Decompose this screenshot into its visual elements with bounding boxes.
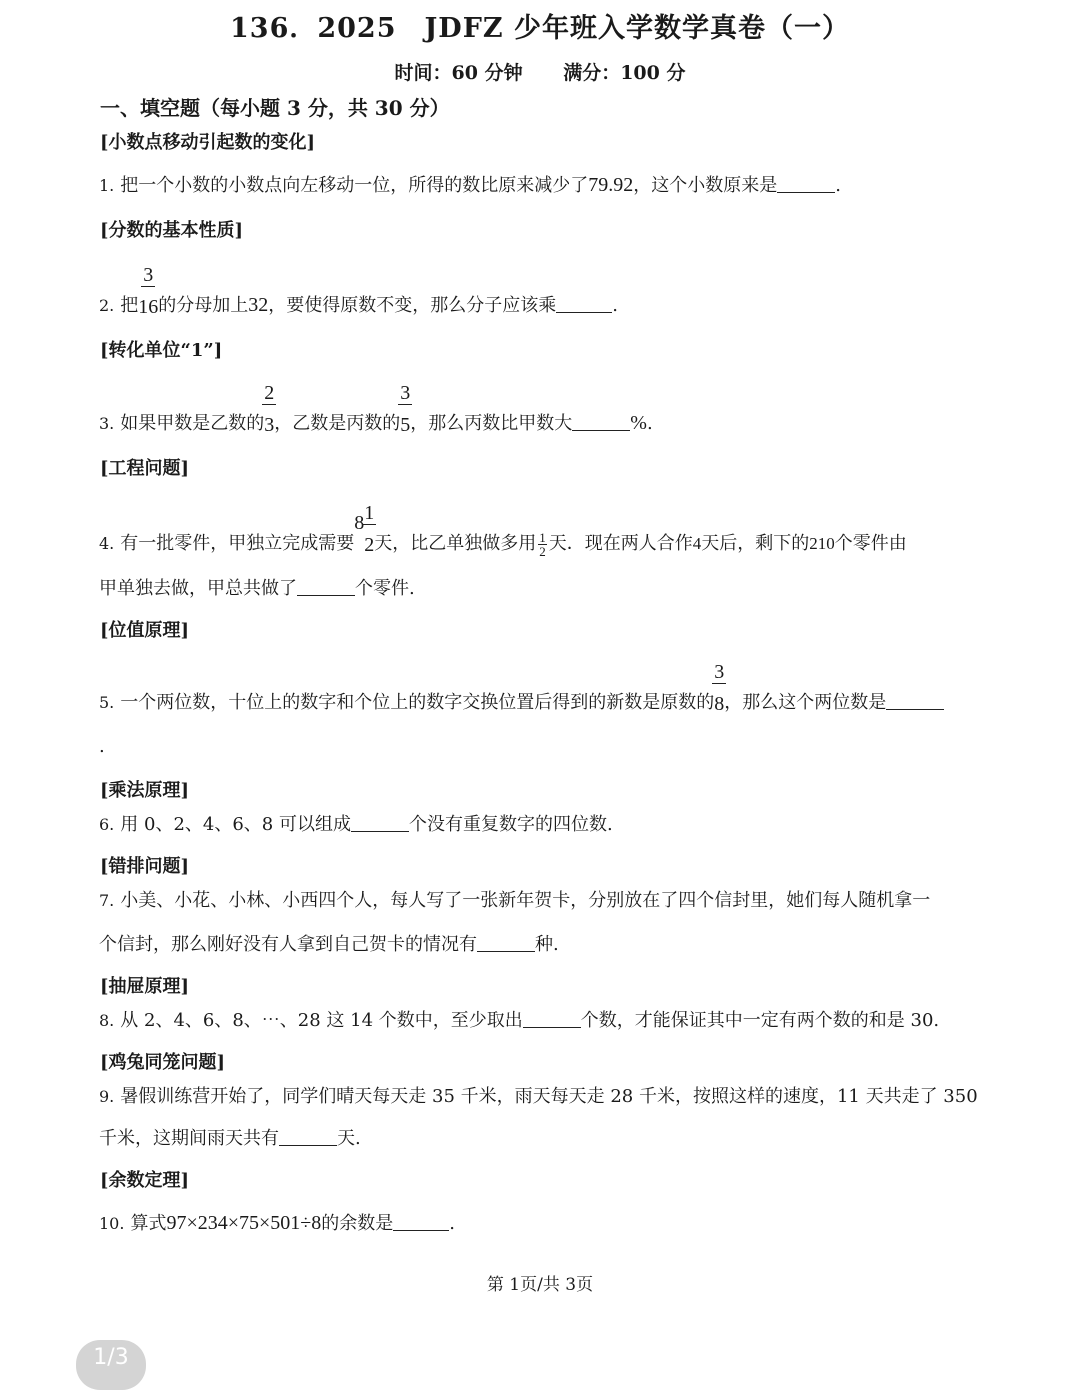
question-7 (99, 888, 984, 914)
answer-blank[interactable] (572, 412, 630, 431)
math-expression: 97×234×75×501÷8 (166, 1212, 322, 1234)
topic-label: [小数点移动引起数的变化] (100, 132, 316, 153)
question-text: ，那么丙数比甲数大 (410, 413, 573, 434)
question-text: . (449, 1213, 456, 1234)
question-7-line-2 (99, 932, 984, 958)
question-text: 甲单独去做，甲总共做了 (99, 578, 297, 599)
exam-info (0, 58, 1080, 85)
question-text: 个数，才能保证其中一定有两个数的和是 30. (580, 1010, 940, 1031)
topic-label: [乘法原理] (100, 780, 190, 801)
fraction-denominator: 5 (400, 414, 411, 436)
question-text: . (646, 413, 653, 434)
question-number: 6. (99, 815, 115, 834)
question-6 (99, 812, 984, 838)
question-text: 暑假训练营开始了，同学们晴天每天走 35 千米，雨天每天走 28 千米，按照这样的速度，11 天共走了 350 (120, 1086, 978, 1107)
question-text: ，这个小数原来是 (633, 175, 778, 196)
question-text: 小美、小花、小林、小西四个人，每人写了一张新年贺卡，分别放在了四个信封里，她们每人随机拿一 (120, 890, 931, 911)
fraction-numerator: 1 (364, 502, 375, 524)
question-text: 把一个小数的小数点向左移动一位，所得的数比原来减少了 (120, 175, 589, 196)
answer-blank[interactable] (886, 691, 944, 710)
math-value: 4 (692, 534, 702, 553)
question-2 (99, 264, 984, 320)
question-9 (99, 1084, 984, 1110)
fraction-numerator: 2 (264, 382, 275, 404)
question-number: 8. (99, 1011, 115, 1030)
answer-blank[interactable] (279, 1127, 337, 1146)
question-text: 个零件. (355, 578, 415, 599)
math-value: 32 (248, 294, 269, 316)
exam-score: 满分：100 分 (563, 62, 686, 84)
question-text: ，那么这个两位数是 (724, 692, 887, 713)
fraction-denominator: 2 (539, 543, 546, 559)
answer-blank[interactable] (777, 174, 835, 193)
fraction-numerator: 3 (400, 382, 411, 404)
question-text: 用 0、2、4、6、8 可以组成 (120, 814, 351, 835)
question-number: 2. (99, 296, 115, 315)
topic-label: [余数定理] (100, 1170, 190, 1191)
fraction (364, 502, 375, 558)
fraction (400, 382, 411, 438)
topic-label: [工程问题] (100, 458, 190, 479)
fraction-denominator: 16 (138, 296, 159, 318)
question-text: 天. (337, 1128, 361, 1149)
question-number: 7. (99, 891, 115, 910)
question-number: 5. (99, 693, 115, 712)
topic-label: [转化单位“1”] (100, 340, 223, 361)
question-text: ，乙数是丙数的 (274, 413, 401, 434)
mixed-number-whole: 8 (354, 512, 365, 534)
answer-blank[interactable] (297, 577, 355, 596)
question-text: 个信封，那么刚好没有人拿到自己贺卡的情况有 (99, 934, 477, 955)
question-number: 3. (99, 414, 115, 433)
question-text: 的分母加上 (158, 295, 249, 316)
answer-blank[interactable] (556, 294, 612, 313)
fraction-numerator: 1 (539, 529, 546, 545)
answer-blank[interactable] (523, 1009, 581, 1028)
page-footer: 第 1页/共 3页 (486, 1275, 594, 1295)
unit-label: % (630, 412, 647, 434)
page-indicator-badge[interactable]: 1/3 (76, 1340, 146, 1390)
fraction (138, 264, 159, 320)
page-title: 136．2025 JDFZ 少年班入学数学真卷（一） (230, 13, 850, 44)
question-number: 9. (99, 1087, 115, 1106)
question-5-line-2: . (99, 736, 105, 757)
question-text: ，要使得原数不变，那么分子应该乘 (268, 295, 557, 316)
topic-label: [分数的基本性质] (100, 220, 244, 241)
topic-label: [错排问题] (100, 856, 190, 877)
question-text: . (612, 295, 618, 316)
fraction (714, 661, 725, 717)
answer-blank[interactable] (351, 813, 409, 832)
fraction (264, 382, 275, 438)
question-8 (99, 1008, 984, 1034)
question-text: 算式 (130, 1213, 167, 1234)
question-text: 天，比乙单独做多用 (374, 533, 537, 554)
question-text: 天．现在两人合作 (548, 533, 693, 554)
question-4-line-2 (99, 576, 984, 602)
question-text: 种. (535, 934, 559, 955)
topic-label: [抽屉原理] (100, 976, 190, 997)
question-9-line-2 (99, 1126, 984, 1152)
topic-label: [位值原理] (100, 620, 190, 641)
question-4 (99, 502, 984, 559)
question-text: 千米，这期间雨天共有 (99, 1128, 279, 1149)
question-text: 如果甲数是乙数的 (120, 413, 265, 434)
question-5 (99, 661, 984, 717)
fraction-denominator: 3 (264, 414, 275, 436)
fraction-numerator: 3 (714, 661, 725, 683)
question-text: 从 2、4、6、8、⋯、28 这 14 个数中，至少取出 (120, 1010, 523, 1031)
question-text: 一个两位数，十位上的数字和个位上的数字交换位置后得到的新数是原数的 (120, 692, 715, 713)
question-text: 个没有重复数字的四位数. (408, 814, 613, 835)
question-text: 把 (120, 295, 139, 316)
question-1 (99, 172, 984, 199)
exam-time: 时间：60 分钟 (394, 62, 523, 84)
question-text: 有一批零件，甲独立完成需要 (120, 533, 355, 554)
section-heading: 一、填空题（每小题 3 分，共 30 分） (100, 96, 450, 120)
question-10 (99, 1210, 984, 1237)
question-text: 的余数是 (321, 1213, 394, 1234)
answer-blank[interactable] (393, 1212, 449, 1231)
math-value: 79.92 (588, 174, 634, 196)
question-text: 个零件由 (834, 533, 907, 554)
answer-blank[interactable] (477, 933, 535, 952)
question-number: 1. (99, 176, 115, 195)
fraction (538, 531, 547, 558)
topic-label: [鸡兔同笼问题] (100, 1052, 226, 1073)
question-number: 10. (99, 1214, 125, 1233)
fraction-numerator: 3 (143, 264, 154, 286)
fraction-denominator: 2 (364, 534, 375, 556)
math-value: 210 (809, 534, 835, 553)
fraction-denominator: 8 (714, 693, 725, 715)
question-number: 4. (99, 534, 115, 553)
question-3 (99, 382, 984, 438)
question-text: 天后，剩下的 (701, 533, 810, 554)
question-text: . (835, 175, 841, 196)
